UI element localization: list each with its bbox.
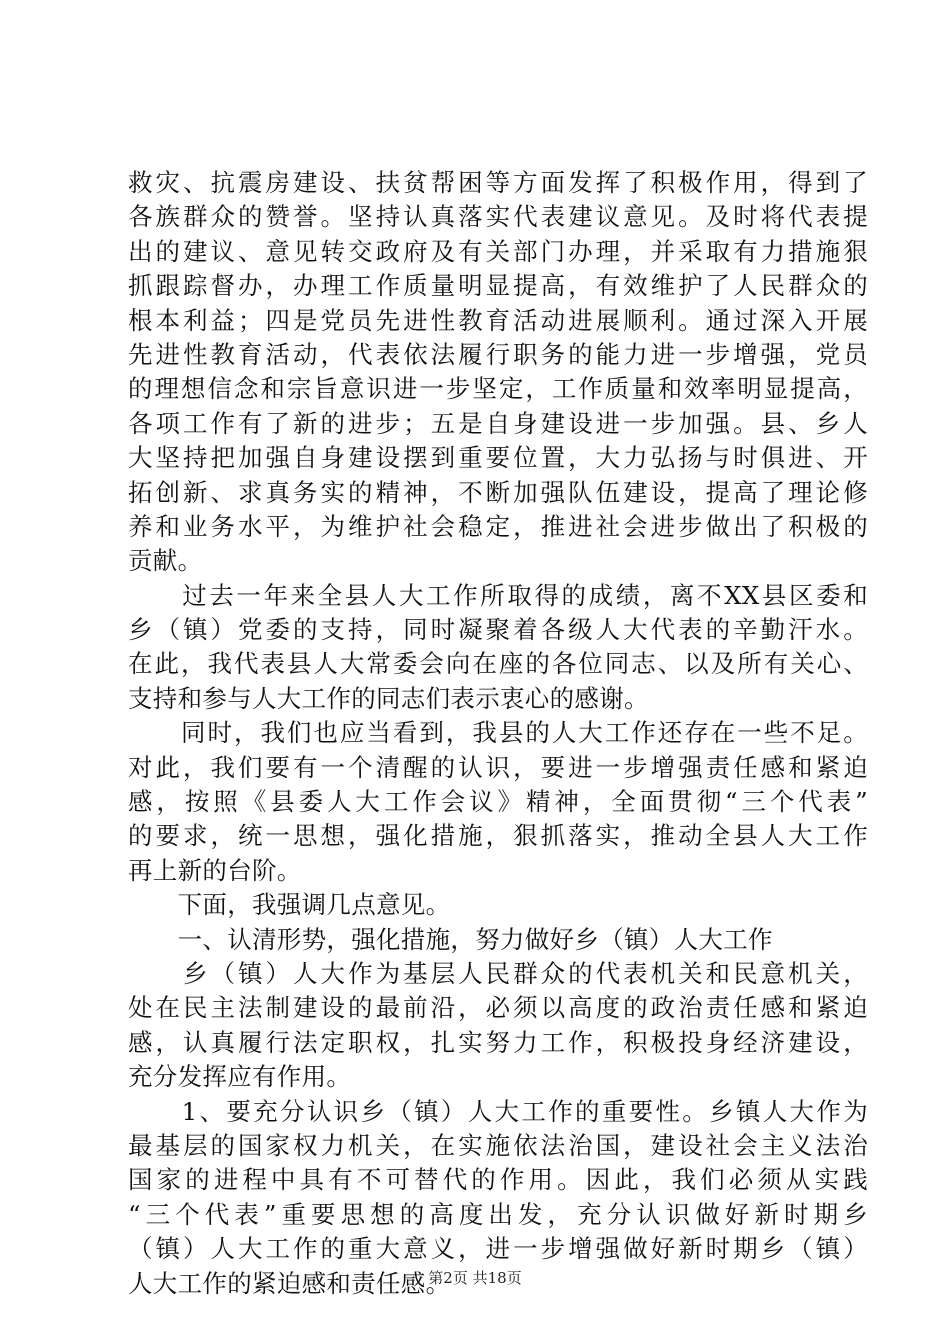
text-line: 过去一年来全县人大工作所取得的成绩，离不XX县区委和 [128,580,868,610]
text-line: 的要求，统一思想，强化措施，狠抓落实，推动全县人大工作 [128,821,868,851]
text-line: 出的建议、意见转交政府及有关部门办理，并采取有力措施狠 [128,236,868,266]
text-line: “三个代表”重要思想的高度出发，充分认识做好新时期乡 [128,1199,868,1229]
text-line: 1、要充分认识乡（镇）人大工作的重要性。乡镇人大作为 [128,1096,869,1126]
text-line: 乡（镇）人大作为基层人民群众的代表机关和民意机关， [128,958,868,988]
text-line: 再上新的台阶。 [128,855,302,885]
text-line: 养和业务水平，为维护社会稳定，推进社会进步做出了积极的 [128,511,868,541]
section-heading: 一、认清形势，强化措施，努力做好乡（镇）人大工作 [128,924,773,954]
text-line: （镇）人大工作的重大意义，进一步增强做好新时期乡（镇） [128,1234,868,1264]
text-line: 先进性教育活动，代表依法履行职务的能力进一步增强，党员 [128,339,868,369]
text-line: 同时，我们也应当看到，我县的人大工作还存在一些不足。 [128,718,868,748]
text-line: 贡献。 [128,546,203,576]
text-line: 人大工作的紧迫感和责任感。 [128,1268,451,1298]
text-line: 下面，我强调几点意见。 [128,890,451,920]
text-line: 支持和参与人大工作的同志们表示衷心的感谢。 [128,683,649,713]
text-line: 抓跟踪督办，办理工作质量明显提高，有效维护了人民群众的 [128,271,868,301]
text-line: 充分发挥应有作用。 [128,1062,352,1092]
text-line: 在此，我代表县人大常委会向在座的各位同志、以及所有关心、 [128,649,868,679]
text-line: 处在民主法制建设的最前沿，必须以高度的政治责任感和紧迫 [128,993,868,1023]
text-line: 乡（镇）党委的支持，同时凝聚着各级人大代表的辛勤汗水。 [128,615,868,645]
body-text [128,166,868,1301]
text-line: 大坚持把加强自身建设摆到重要位置，大力弘扬与时俱进、开 [128,443,868,473]
text-line: 的理想信念和宗旨意识进一步坚定，工作质量和效率明显提高， [128,374,868,404]
text-line: 感，认真履行法定职权，扎实努力工作，积极投身经济建设， [128,1027,868,1057]
text-line: 各族群众的赞誉。坚持认真落实代表建议意见。及时将代表提 [128,202,868,232]
text-line: 各项工作有了新的进步；五是自身建设进一步加强。县、乡人 [128,408,868,438]
text-line: 最基层的国家权力机关，在实施依法治国，建设社会主义法治 [128,1130,868,1160]
text-line: 对此，我们要有一个清醒的认识，要进一步增强责任感和紧迫 [128,752,868,782]
text-line: 拓创新、求真务实的精神，不断加强队伍建设，提高了理论修 [128,477,868,507]
text-line: 国家的进程中具有不可替代的作用。因此，我们必须从实践 [128,1165,868,1195]
text-line: 感，按照《县委人大工作会议》精神，全面贯彻“三个代表” [128,787,868,817]
text-line: 救灾、抗震房建设、扶贫帮困等方面发挥了积极作用，得到了 [128,168,868,197]
page-footer: 第2页 共18页 [428,1269,522,1287]
text-line: 根本利益；四是党员先进性教育活动进展顺利。通过深入开展 [128,305,868,335]
